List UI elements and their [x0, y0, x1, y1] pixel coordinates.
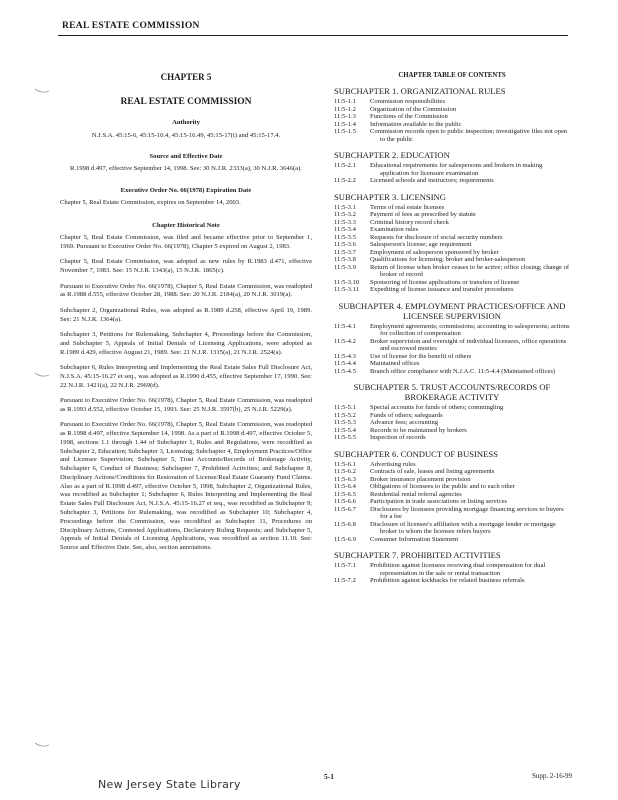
- section-number: 11:5-3.5: [334, 233, 356, 241]
- toc-row: [334, 204, 570, 212]
- section-number: 11:5-3.7: [334, 248, 356, 256]
- section-number: 11:5-4.2: [334, 337, 356, 345]
- section-list: [334, 162, 570, 185]
- section-title: Participation in trade associations or listing services: [370, 498, 507, 505]
- toc-row: [334, 226, 570, 234]
- section-number: 11:5-4.4: [334, 360, 356, 367]
- section-title: Contracts of sale, leases and listing agreements: [370, 468, 495, 475]
- section-number: 11:5-3.4: [334, 226, 356, 233]
- section-list: [334, 98, 570, 143]
- section-title: Expediting of license issuance and transfer procedures: [370, 286, 514, 293]
- right-column: [334, 58, 570, 585]
- section-number: 11:5-3.3: [334, 218, 356, 226]
- section-title: Funds of others; safeguards: [370, 411, 443, 419]
- toc-row: [334, 241, 570, 249]
- toc-row: [334, 434, 570, 442]
- toc-row: [334, 468, 570, 476]
- toc-row: [334, 98, 570, 106]
- history-paragraph: Subchapter 3, Petitions for Rulemaking, Subchapter 4, Proceedings before the Commission, and Subchapter 5, Appeals of Initial Denials of Licensing Applications, were adopted as R.1989 d.429, effective August 21, 1989. See: 21 N.J.R. 1315(a), 21 N.J.R. 2524(a).: [60, 330, 312, 356]
- section-title: Special accounts for funds of others; commingling: [370, 404, 504, 411]
- section-list: [334, 562, 570, 585]
- toc-row: [334, 419, 570, 427]
- toc-row: [334, 368, 570, 376]
- section-title: Sponsoring of license applications or transfers of license: [370, 278, 520, 286]
- history-heading: Chapter Historical Note: [152, 222, 220, 230]
- section-number: 11:5-5.4: [334, 426, 356, 434]
- history-paragraph: Subchapter 6, Rules Interpreting and Implementing the Real Estate Sales Full Disclosure Act, N.J.S.A. 45:15-16.27 et seq., was adopted as R.1990 d.455, effective September 17, 1990. See: 22 N.J.R. 1421(a), 22 N.J.R. 2969(d).: [60, 363, 312, 389]
- section-number: 11:5-7.1: [334, 562, 356, 569]
- section-title: Consumer Information Statement: [370, 535, 459, 543]
- section-number: 11:5-5.3: [334, 419, 356, 426]
- section-number: 11:5-4.3: [334, 352, 356, 360]
- toc-row: [334, 404, 570, 412]
- subchapter-heading: SUBCHAPTER 6. CONDUCT OF BUSINESS: [334, 448, 498, 459]
- toc-row: [334, 427, 570, 435]
- section-title: Disclosures by licensees providing mortgage financing services to buyers for a fee: [370, 505, 564, 520]
- chapter-title: REAL ESTATE COMMISSION: [120, 97, 252, 107]
- toc-row: [334, 219, 570, 227]
- section-number: 11:5-6.5: [334, 490, 356, 498]
- subchapter-heading: SUBCHAPTER 5. TRUST ACCOUNTS/RECORDS OF BROKERAGE ACTIVITY: [353, 382, 551, 402]
- section-title: Functions of the Commission: [370, 113, 448, 120]
- section-title: Terms of real estate licenses: [370, 203, 445, 211]
- subchapter-heading: SUBCHAPTER 3. LICENSING: [334, 191, 446, 202]
- section-title: Information available to the public: [370, 120, 462, 128]
- section-title: Obligations of licensees to the public and to each other: [370, 483, 515, 490]
- history-paragraph: Chapter 5, Real Estate Commission, was adopted as new rules by R.1983 d.471, effective November 7, 1983. See: 15 N.J.R. 1343(a), 15 N.J.R. 1865(c).: [60, 258, 312, 275]
- section-title: Educational requirements for salespersons and brokers in making application for licensure examination: [370, 162, 543, 177]
- section-title: Broker insurance placement provision: [370, 475, 471, 483]
- section-number: 11:5-3.9: [334, 263, 356, 271]
- section-number: 11:5-7.2: [334, 577, 356, 584]
- subchapter-heading: SUBCHAPTER 7. PROHIBITED ACTIVITIES: [334, 550, 501, 560]
- section-title: Broker supervision and oversight of individual licensees, office operations and escrowed monies: [370, 337, 567, 352]
- section-title: Employment of salesperson sponsored by broker: [370, 248, 499, 256]
- section-title: Payment of fees as prescribed by statute: [370, 211, 476, 218]
- section-title: Examination rules: [370, 226, 419, 233]
- toc-row: [334, 177, 570, 185]
- toc-row: [334, 506, 570, 521]
- section-number: 11:5-5.1: [334, 404, 356, 411]
- toc-row: [334, 360, 570, 368]
- subchapter-heading: SUBCHAPTER 1. ORGANIZATIONAL RULES: [334, 86, 506, 96]
- margin-mark: [34, 372, 50, 378]
- history-paragraph: Subchapter 2, Organizational Rules, was adopted as R.1989 d.258, effective April 19, 1989. See: 21 N.J.R. 1364(a).: [60, 306, 312, 323]
- toc-row: [334, 338, 570, 353]
- subchapter-heading: SUBCHAPTER 4. EMPLOYMENT PRACTICES/OFFICE AND LICENSEE SUPERVISION: [338, 300, 566, 321]
- section-title: Prohibition against licensees receiving dual compensation for dual representation in the sale or rental transaction: [370, 562, 546, 577]
- section-title: Inspection of records: [370, 434, 426, 441]
- section-title: Return of license when broker ceases to be active; office closing; change of broker of record: [370, 263, 570, 278]
- subchapter-heading: SUBCHAPTER 2. EDUCATION: [334, 150, 450, 160]
- section-number: 11:5-6.1: [334, 460, 356, 468]
- toc-row: [334, 483, 570, 491]
- section-number: 11:5-4.5: [334, 367, 356, 375]
- toc-row: [334, 353, 570, 361]
- exec-order-heading: Executive Order No. 66(1978) Expiration Date: [120, 187, 252, 195]
- toc-row: [334, 286, 570, 294]
- history-paragraph: Pursuant to Executive Order No. 66(1978), Chapter 5, Real Estate Commission, was readopted as R.1993 d.552, effective October 15, 1993. See: 25 N.J.R. 3597(b), 25 N.J.R. 5229(a).: [60, 396, 312, 413]
- section-list: [334, 404, 570, 442]
- section-title: Prohibition against kickbacks for related business referrals: [370, 577, 525, 584]
- section-title: Branch office compliance with N.J.A.C. 11:5-4.4 (Maintained offices): [370, 367, 556, 375]
- toc-row: [334, 234, 570, 242]
- toc-row: [334, 211, 570, 219]
- section-title: Commission responsibilities: [370, 98, 445, 105]
- margin-mark: [34, 742, 50, 748]
- section-number: 11:5-3.10: [334, 278, 360, 286]
- section-title: Residential rental referral agencies: [370, 490, 462, 498]
- section-title: Qualifications for licensing; broker and broker-salesperson: [370, 256, 526, 263]
- section-list: [334, 204, 570, 294]
- section-number: 11:5-6.3: [334, 475, 356, 483]
- chapter-number: CHAPTER 5: [160, 72, 212, 82]
- section-number: 11:5-4.1: [334, 322, 356, 330]
- section-list: [334, 323, 570, 376]
- section-title: Employment agreements; commissions; accounting to salespersons; actions for collection of compensation: [370, 322, 570, 337]
- section-title: Disclosure of licensee's affiliation with a mortgage lender or mortgage broker to whom the licensee refers buyers: [370, 520, 556, 535]
- section-number: 11:5-2.2: [334, 177, 356, 184]
- section-title: Organization of the Commission: [370, 105, 457, 113]
- section-number: 11:5-5.2: [334, 411, 356, 419]
- toc-row: [334, 121, 570, 129]
- toc-title: CHAPTER TABLE OF CONTENTS: [398, 72, 506, 79]
- exec-order-text: Chapter 5, Real Estate Commission, expires on September 14, 2003.: [60, 199, 241, 207]
- section-number: 11:5-6.4: [334, 483, 356, 490]
- history-notes: [60, 234, 312, 553]
- history-paragraph: Pursuant to Executive Order No. 66(1978), Chapter 5, Real Estate Commission, was readopted as R.1998 d.497, effective September 14, 1998. As a part of R.1998 d.497, effective October 5, 1998, sections 1.1 through 1.44 of Subchapter 1, Rules and Regulations, were recodified as Subchapter 2, Education; Subchapter 3, Licensing; Subchapter 4, Employment Practices/Office and Licensee Supervision; Subchapter 5, Trust Accounts/Records of Brokerage Activity, Subchapter 6, Conduct of Business; Subchapter 7, Prohibited Activities; and Subchapter 8, Disciplinary Actions/Conditions for Restoration of License/Real Estate Guaranty Fund Claims. Also as a part of R.1998 d.497, effective October 5, 1998, Subchapter 2, Organizational Rules, was recodified as Subchapter 1; Subchapter 6, Rules Interpreting and Implementing the Real Estate Sales Full Disclosure Act, N.J.S.A. 45:15-16.27 et seq., was recodified as Subchapter 9; Subchapter 3, Petitions for Rulemaking, was recodified as Subchapter 10; Subchapter 4, Proceedings before the Commission, was recodified as Subchapter 11, Procedures on Disciplinary Actions, Contested Applications, Declaratory Ruling Requests; and Subchapter 5, Appeals of Initial Denials of Licensing Applications, was recodified as section 11.10. See: Source and Effective Date. See, also, section annotations.: [60, 421, 312, 552]
- section-number: 11:5-6.6: [334, 498, 356, 505]
- section-number: 11:5-6.7: [334, 505, 356, 513]
- section-number: 11:5-2.1: [334, 162, 356, 169]
- authority-heading: Authority: [172, 119, 200, 126]
- section-number: 11:5-6.9: [334, 535, 356, 543]
- section-title: Advertising rules: [370, 460, 416, 468]
- toc-row: [334, 113, 570, 121]
- section-number: 11:5-6.2: [334, 468, 356, 475]
- running-head: REAL ESTATE COMMISSION: [62, 21, 200, 31]
- section-number: 11:5-1.3: [334, 113, 356, 120]
- section-title: Records to be maintained by brokers: [370, 426, 467, 434]
- supplement-date: Supp. 2-16-99: [532, 772, 573, 780]
- toc-row: [334, 498, 570, 506]
- toc-row: [334, 249, 570, 257]
- history-paragraph: Pursuant to Executive Order No. 66(1978), Chapter 5, Real Estate Commission, was readopted as R.1988 d.555, effective October 28, 1988. See: 20 N.J.R. 2184(a), 20 N.J.R. 3019(a).: [60, 282, 312, 299]
- left-column: [60, 58, 312, 560]
- section-number: 11:5-1.5: [334, 128, 356, 135]
- toc-row: [334, 461, 570, 469]
- section-number: 11:5-3.8: [334, 256, 356, 263]
- toc-row: [334, 264, 570, 279]
- section-list: [334, 461, 570, 544]
- margin-mark: [34, 88, 50, 94]
- history-paragraph: Chapter 5, Real Estate Commission, was filed and became effective prior to September 1, 1969. Pursuant to Executive Order No. 66(1978), Chapter 5 expired on August 2, 1983.: [60, 234, 312, 250]
- page-number: 5-1: [324, 772, 334, 781]
- toc-row: [334, 536, 570, 544]
- toc-row: [334, 128, 570, 143]
- library-stamp: New Jersey State Library: [98, 778, 241, 791]
- section-number: 11:5-3.1: [334, 203, 356, 211]
- section-title: Salesperson's license; age requirement: [370, 241, 472, 248]
- section-number: 11:5-3.2: [334, 211, 356, 218]
- toc-row: [334, 412, 570, 420]
- toc-row: [334, 476, 570, 484]
- section-number: 11:5-1.2: [334, 105, 356, 113]
- toc-row: [334, 279, 570, 287]
- section-title: Advance fees; accounting: [370, 419, 439, 426]
- section-title: Criminal history record check: [370, 218, 449, 226]
- toc-row: [334, 577, 570, 585]
- section-number: 11:5-3.6: [334, 241, 356, 248]
- section-number: 11:5-1.1: [334, 98, 356, 105]
- toc-row: [334, 491, 570, 499]
- source-text: R.1998 d.497, effective September 14, 1998. See: 30 N.J.R. 2333(a), 30 N.J.R. 3646(a).: [70, 165, 302, 172]
- source-heading: Source and Effective Date: [149, 153, 223, 160]
- toc-row: [334, 521, 570, 536]
- authority-text: N.J.S.A. 45:15-6, 45:15-10.4, 45:15-16.49, 45:15-17(t) and 45:15-17.4.: [91, 132, 281, 139]
- toc-row: [334, 162, 570, 177]
- section-title: Commission records open to public inspection; investigative files not open to the public: [370, 128, 568, 143]
- section-number: 11:5-5.5: [334, 434, 356, 441]
- section-title: Use of license for the benefit of others: [370, 352, 472, 360]
- section-title: Maintained offices: [370, 360, 420, 367]
- toc-row: [334, 562, 570, 577]
- header-rule: [58, 35, 568, 36]
- section-number: 11:5-1.4: [334, 120, 356, 128]
- toc-row: [334, 106, 570, 114]
- table-of-contents: [334, 86, 570, 585]
- section-number: 11:5-3.11: [334, 286, 359, 293]
- section-title: Requests for disclosure of social security numbers: [370, 233, 503, 241]
- toc-row: [334, 256, 570, 264]
- section-title: Licensed schools and instructors; requirements: [370, 177, 494, 184]
- section-number: 11:5-6.8: [334, 520, 356, 528]
- toc-row: [334, 323, 570, 338]
